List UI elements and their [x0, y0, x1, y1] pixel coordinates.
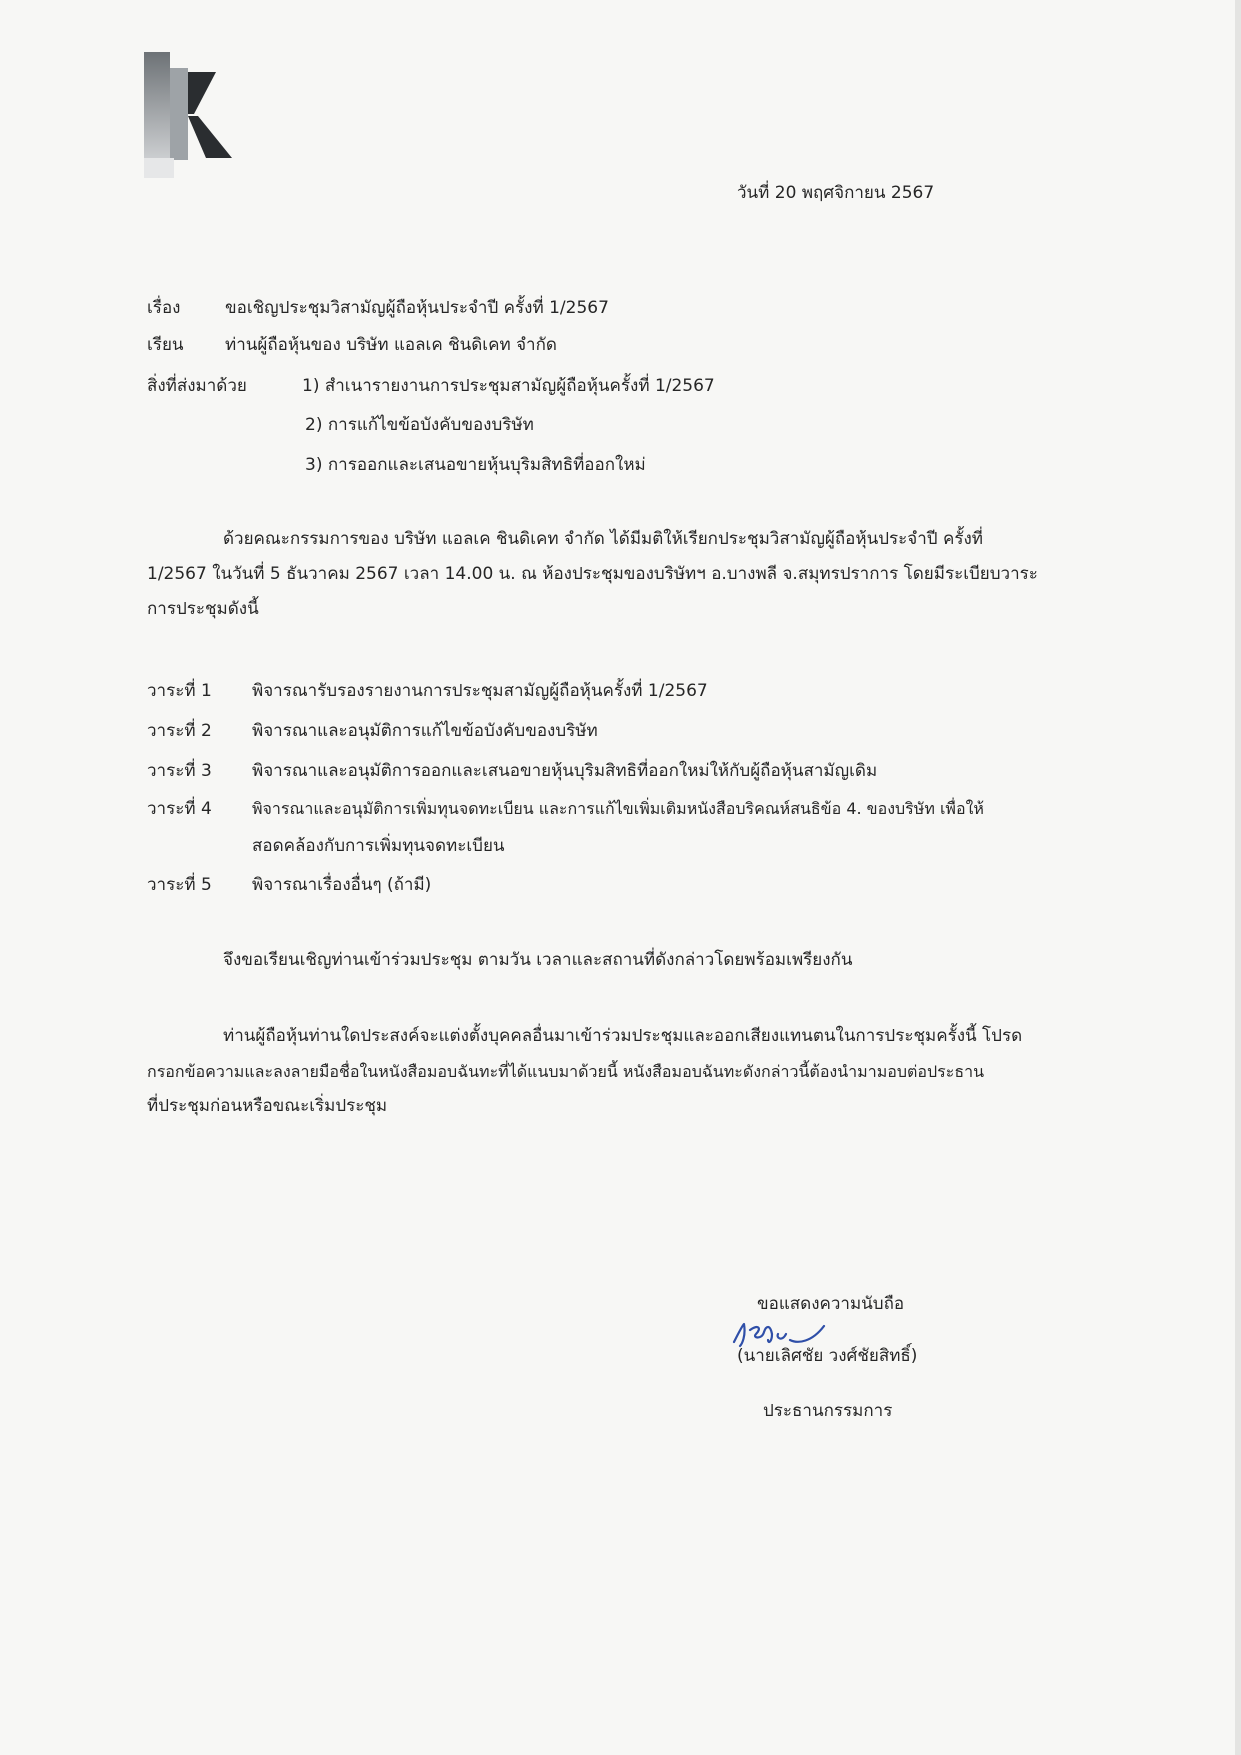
subject-text: ขอเชิญประชุมวิสามัญผู้ถือหุ้นประจำปี ครั้งที่ 1/2567: [225, 298, 609, 318]
agenda-label: วาระที่ 4: [147, 799, 212, 819]
enclosure-item: 3) การออกและเสนอขายหุ้นบุริมสิทธิที่ออกใหม่: [305, 455, 646, 475]
agenda-label: วาระที่ 3: [147, 761, 212, 781]
intro-line: ด้วยคณะกรรมการของ บริษัท แอลเค ชินดิเคท จำกัด ได้มีมติให้เรียกประชุมวิสามัญผู้ถือหุ้นประจำปี ครั้งที่: [223, 529, 983, 549]
agenda-text: พิจารณาและอนุมัติการแก้ไขข้อบังคับของบริษัท: [252, 721, 598, 741]
company-logo: [140, 50, 250, 180]
scan-edge: [1235, 0, 1241, 1755]
enclosures-label: สิ่งที่ส่งมาด้วย: [147, 376, 247, 396]
proxy-line: กรอกข้อความและลงลายมือชื่อในหนังสือมอบฉันทะที่ได้แนบมาด้วยนี้ หนังสือมอบฉันทะดังกล่าวนี้ต้องนำมามอบต่อประธาน: [147, 1062, 985, 1081]
agenda-label: วาระที่ 2: [147, 721, 212, 741]
proxy-line: ท่านผู้ถือหุ้นท่านใดประสงค์จะแต่งตั้งบุคคลอื่นมาเข้าร่วมประชุมและออกเสียงแทนตนในการประชุมครั้งนี้ โปรด: [223, 1026, 1023, 1046]
proxy-line: ที่ประชุมก่อนหรือขณะเริ่มประชุม: [147, 1096, 388, 1116]
agenda-text: พิจารณาเรื่องอื่นๆ (ถ้ามี): [252, 875, 432, 895]
agenda-label: วาระที่ 1: [147, 681, 212, 701]
invite-text: จึงขอเรียนเชิญท่านเข้าร่วมประชุม ตามวัน เวลาและสถานที่ดังกล่าวโดยพร้อมเพรียงกัน: [223, 950, 853, 970]
to-label: เรียน: [147, 335, 184, 355]
subject-label: เรื่อง: [147, 298, 181, 318]
closing-text: ขอแสดงความนับถือ: [757, 1294, 905, 1314]
intro-line: การประชุมดังนี้: [147, 599, 259, 619]
intro-line: 1/2567 ในวันที่ 5 ธันวาคม 2567 เวลา 14.00 น. ณ ห้องประชุมของบริษัทฯ อ.บางพลี จ.สมุทรปราการ โดยมีระเบียบวาระ: [147, 564, 1038, 584]
agenda-label: วาระที่ 5: [147, 875, 212, 895]
signer-name: (นายเลิศชัย วงศ์ชัยสิทธิ์): [737, 1346, 918, 1366]
to-text: ท่านผู้ถือหุ้นของ บริษัท แอลเค ชินดิเคท จำกัด: [225, 335, 557, 355]
proxy-paragraph: [147, 1019, 1097, 1124]
agenda-text-continued: สอดคล้องกับการเพิ่มทุนจดทะเบียน: [252, 836, 505, 856]
agenda-text: พิจารณาและอนุมัติการเพิ่มทุนจดทะเบียน และการแก้ไขเพิ่มเติมหนังสือบริคณห์สนธิข้อ 4. ของบริษัท เพื่อให้: [252, 799, 984, 818]
letter-date: วันที่ 20 พฤศจิกายน 2567: [737, 183, 935, 203]
enclosure-item: 2) การแก้ไขข้อบังคับของบริษัท: [305, 415, 534, 435]
signer-title: ประธานกรรมการ: [763, 1401, 893, 1421]
agenda-text: พิจารณารับรองรายงานการประชุมสามัญผู้ถือหุ้นครั้งที่ 1/2567: [252, 681, 708, 701]
intro-paragraph: [147, 522, 1097, 627]
agenda-text: พิจารณาและอนุมัติการออกและเสนอขายหุ้นบุริมสิทธิที่ออกใหม่ให้กับผู้ถือหุ้นสามัญเดิม: [252, 761, 878, 781]
enclosure-item: 1) สำเนารายงานการประชุมสามัญผู้ถือหุ้นครั้งที่ 1/2567: [302, 376, 715, 396]
